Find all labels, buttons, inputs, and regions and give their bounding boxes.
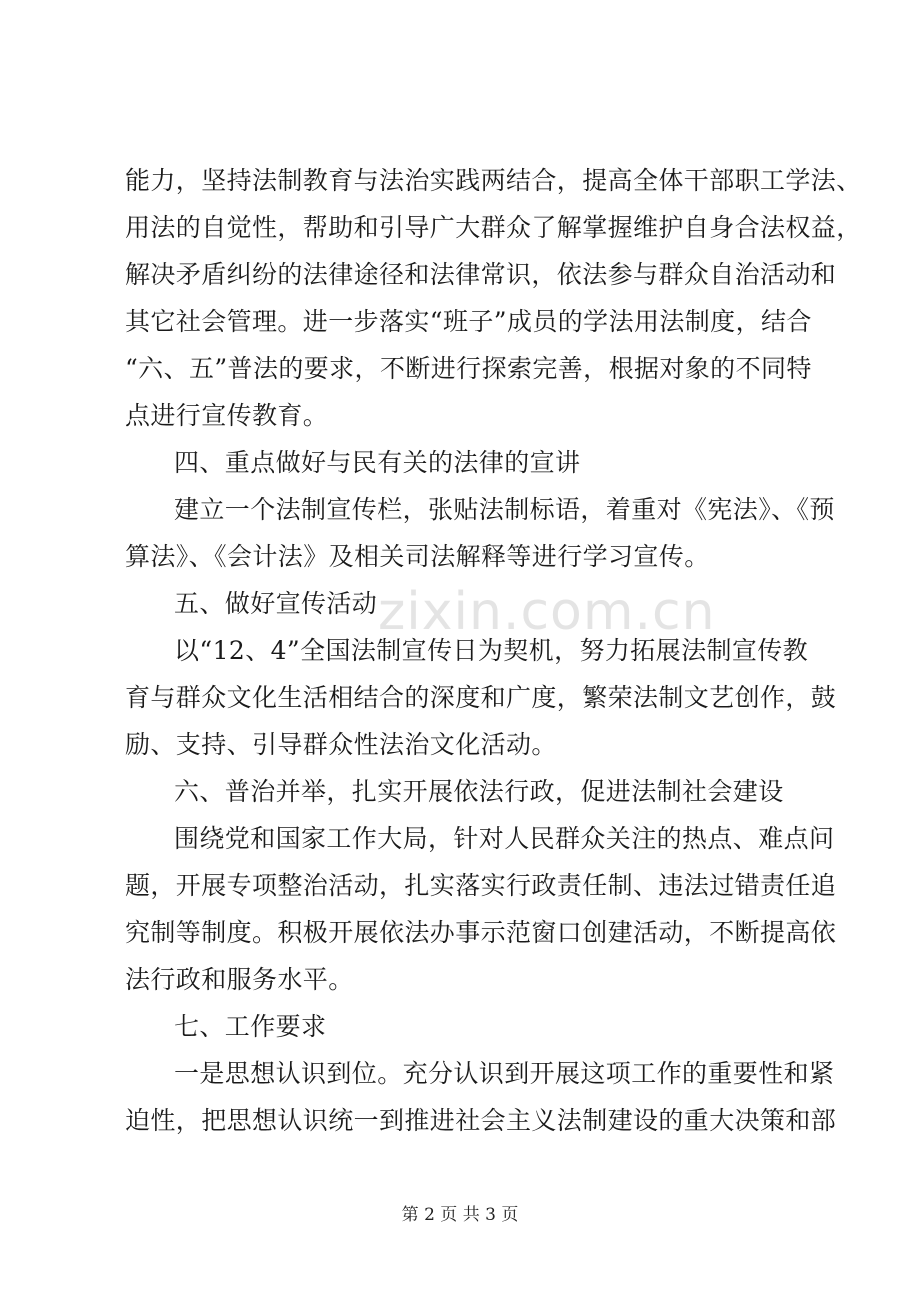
body-line: 用法的自觉性，帮助和引导广大群众了解掌握维护自身合法权益， (125, 213, 862, 242)
body-line: 育与群众文化生活相结合的深度和广度，繁荣法制文艺创作，鼓 (125, 683, 837, 712)
body-line: 题，开展专项整治活动，扎实落实行政责任制、违法过错责任追 (125, 871, 837, 900)
body-line: 算法》、《会计法》及相关司法解释等进行学习宣传。 (125, 542, 710, 571)
section-heading: 六、普治并举，扎实开展依法行政，促进法制社会建设 (174, 777, 784, 806)
body-line: 励、支持、引导群众性法治文化活动。 (125, 730, 557, 759)
body-line: “六、五”普法的要求，不断进行探索完善，根据对象的不同特 (125, 354, 812, 383)
body-line: 点进行宣传教育。 (125, 401, 329, 430)
body-line: 迫性，把思想认识统一到推进社会主义法制建设的重大决策和部 (125, 1106, 837, 1135)
section-heading: 四、重点做好与民有关的法律的宣讲 (174, 448, 581, 477)
section-heading: 五、做好宣传活动 (174, 589, 378, 618)
body-line: 一是思想认识到位。充分认识到开展这项工作的重要性和紧 (174, 1059, 835, 1088)
body-line: 其它社会管理。进一步落实“班子”成员的学法用法制度，结合 (125, 307, 812, 336)
body-line: 建立一个法制宣传栏，张贴法制标语，着重对《宪法》、《预 (174, 495, 835, 524)
body-line: 围绕党和国家工作大局，针对人民群众关注的热点、难点问 (174, 824, 835, 853)
section-heading: 七、工作要求 (174, 1012, 327, 1041)
body-line: 究制等制度。积极开展依法办事示范窗口创建活动，不断提高依 (125, 918, 837, 947)
body-line: 解决矛盾纠纷的法律途径和法律常识，依法参与群众自治活动和 (125, 260, 837, 289)
page-footer: 第 2 页 共 3 页 (401, 1205, 519, 1225)
body-line: 以“12、4”全国法制宣传日为契机，努力拓展法制宣传教 (174, 636, 809, 665)
body-line: 法行政和服务水平。 (125, 965, 354, 994)
watermark: zixin.com.cn (378, 582, 716, 642)
body-line: 能力，坚持法制教育与法治实践两结合，提高全体干部职工学法、 (125, 166, 862, 195)
